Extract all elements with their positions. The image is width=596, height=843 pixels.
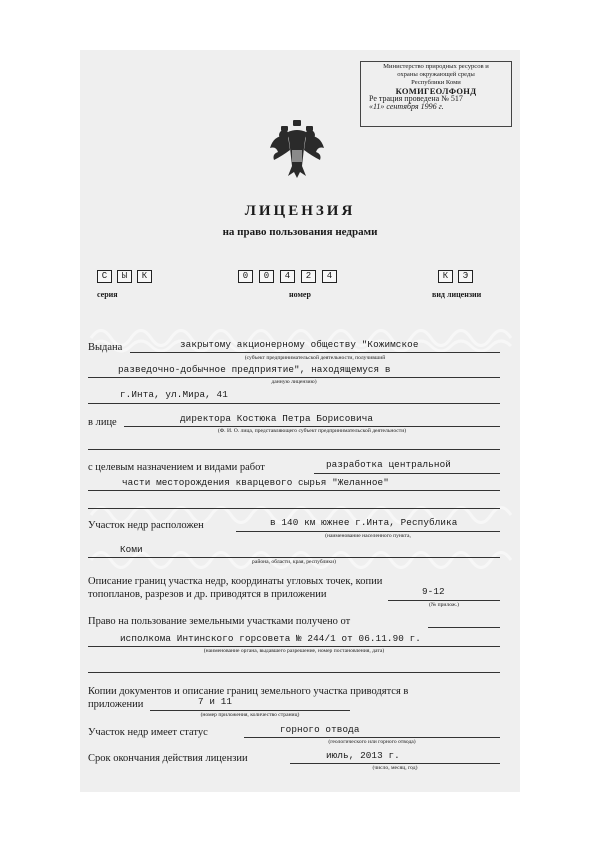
copies-text2: приложении <box>88 699 144 710</box>
purpose-label: с целевым назначением и видами работ <box>88 462 265 473</box>
boundaries-value: 9-12 <box>422 586 445 597</box>
land-right-label: Право на пользование земельными участками получено от <box>88 616 351 627</box>
boundaries-text1: Описание границ участка недр, координаты угловых точек, копии <box>88 576 383 587</box>
series-box-3: К <box>137 270 152 283</box>
document-title: ЛИЦЕНЗИЯ <box>244 203 356 219</box>
expiry-caption: (число, месяц, год) <box>372 765 418 771</box>
boundaries-caption: (№ прилож.) <box>429 602 459 608</box>
issued-caption1: (субъект предпринимательской деятельности, получивший <box>244 355 386 361</box>
double-headed-eagle-icon <box>268 118 326 180</box>
number-box-2: 0 <box>259 270 274 283</box>
stamp-registration: Ре трация проведена № 517 <box>369 94 463 103</box>
location-caption2: района, области, края, республики) <box>252 559 336 565</box>
status-value: горного отвода <box>280 724 360 735</box>
number-box-4: 2 <box>301 270 316 283</box>
issued-line2-value: разведочно-добычное предприятие", находящемуся в <box>118 364 391 375</box>
stamp-organization: КОМИГЕОЛФОНД <box>395 86 477 96</box>
number-label: номер <box>289 290 311 299</box>
number-box-3: 4 <box>280 270 295 283</box>
location-caption1: (наименование населенного пункта, <box>325 533 411 539</box>
person-caption: (Ф. И. О. лица, представляющего субъект предпринимательской деятельности) <box>217 428 407 434</box>
type-box-1: К <box>438 270 453 283</box>
issued-line3-value: г.Инта, ул.Мира, 41 <box>120 389 228 400</box>
stamp-date: «11» сентября 1996 г. <box>369 102 444 111</box>
stamp-ministry-line2: охраны окружающей среды <box>397 71 475 78</box>
series-box-2: Ы <box>117 270 132 283</box>
stamp-ministry-line3: Республики Коми <box>411 79 461 86</box>
number-box-5: 4 <box>322 270 337 283</box>
status-caption: (геологического или горного отвода) <box>328 739 416 745</box>
status-label: Участок недр имеет статус <box>88 727 208 738</box>
purpose-line1-value: разработка центральной <box>326 459 451 470</box>
document-subtitle: на право пользования недрами <box>222 226 378 238</box>
land-right-value: исполкома Интинского горсовета № 244/1 от 06.11.90 г. <box>120 633 421 644</box>
boundaries-text2: топопланов, разрезов и др. приводятся в приложении <box>88 589 327 600</box>
location-label: Участок недр расположен <box>88 520 204 531</box>
expiry-value: июль, 2013 г. <box>326 750 400 761</box>
number-box-1: 0 <box>238 270 253 283</box>
copies-value: 7 и 11 <box>198 696 233 707</box>
type-box-2: Э <box>458 270 473 283</box>
land-right-caption: (наименование органа, выдавшего разрешение, номер постановления, дата) <box>203 648 385 654</box>
series-label: серия <box>97 290 118 299</box>
issued-line1-value: закрытому акционерному обществу "Кожимское <box>180 339 419 350</box>
purpose-line2-value: части месторождения кварцевого сырья "Желанное" <box>122 477 389 488</box>
stamp-ministry-line1: Министерство природных ресурсов и <box>383 63 489 70</box>
location-line2-value: Коми <box>120 544 143 555</box>
person-value: директора Костюка Петра Борисовича <box>180 413 374 424</box>
registration-stamp <box>360 61 512 127</box>
series-box-1: С <box>97 270 112 283</box>
type-label: вид лицензии <box>432 290 482 299</box>
person-label: в лице <box>88 417 117 428</box>
expiry-label: Срок окончания действия лицензии <box>88 753 248 764</box>
copies-caption: (номер приложения, количество страниц) <box>200 712 300 718</box>
location-line1-value: в 140 км южнее г.Инта, Республика <box>270 517 458 528</box>
issued-caption2: данную лицензию) <box>271 379 317 385</box>
copies-text1: Копии документов и описание границ земельного участка приводятся в <box>88 686 409 697</box>
issued-label: Выдана <box>88 342 123 353</box>
